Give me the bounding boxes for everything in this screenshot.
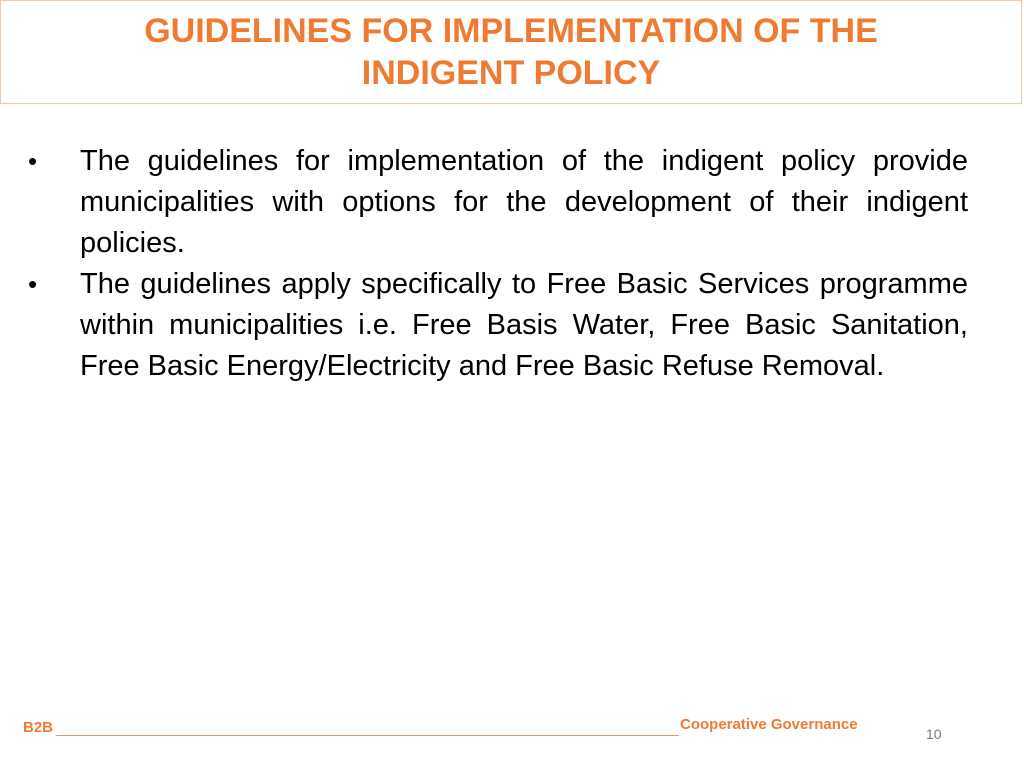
bullet-item: [28, 264, 968, 387]
bullet-icon: •: [28, 146, 38, 176]
page-number: 10: [926, 726, 942, 742]
footer-divider: [56, 735, 679, 736]
title-header: [0, 0, 1022, 104]
slide-footer: [0, 705, 1024, 768]
bullet-item: [28, 141, 968, 264]
bullet-text: The guidelines apply specifically to Free Basic Services programme within municipalities i.e. Free Basis Water, Free Basic Sanitation, Free Basic Energy/Electricity and Free Basic Refuse Removal.: [80, 268, 968, 382]
slide-content: [28, 141, 968, 387]
bullet-text: The guidelines for implementation of the indigent policy provide municipalities with options for the development of their indigent policies.: [80, 145, 968, 259]
brand-label: Cooperative Governance: [680, 716, 858, 733]
slide-title: GUIDELINES FOR IMPLEMENTATION OF THE INDIGENT POLICY: [144, 12, 878, 92]
b2b-logo: B2B: [23, 719, 54, 736]
bullet-icon: •: [28, 269, 38, 299]
